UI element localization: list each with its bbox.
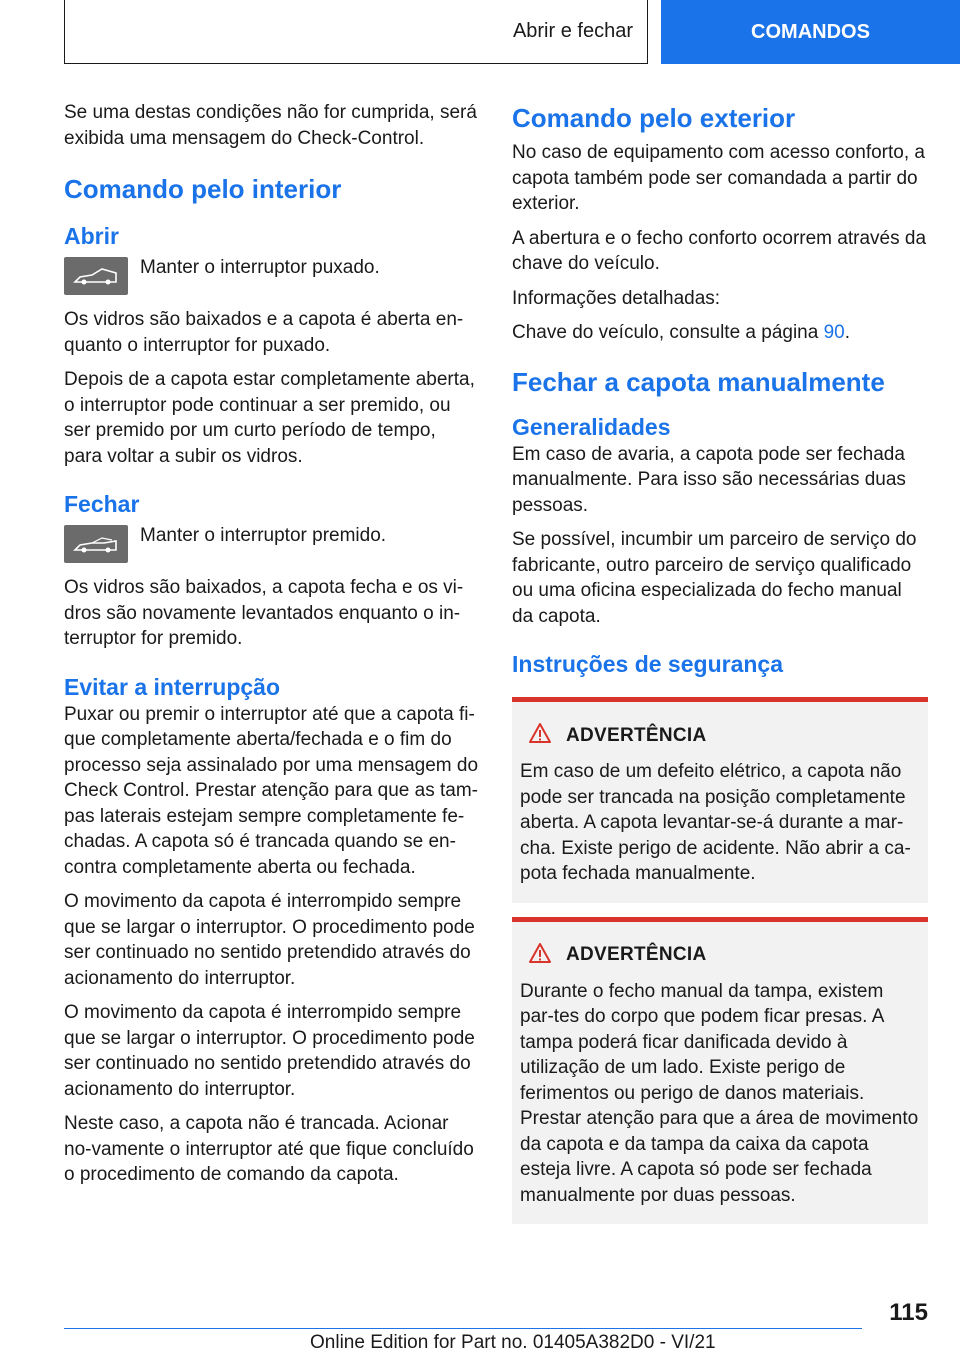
footer-divider xyxy=(64,1328,862,1329)
heading-exterior: Comando pelo exterior xyxy=(512,103,796,133)
generalidades-paragraph-2: Se possível, incumbir um parceiro de serviço do fabricante, outro parceiro de serviço qualificado ou uma oficina especializada do fecho manual da capota. xyxy=(512,529,917,627)
abrir-switch-text: Manter o interruptor puxado. xyxy=(140,257,380,278)
heading-abrir: Abrir xyxy=(64,223,119,249)
page-number: 115 xyxy=(889,1299,928,1326)
header-chapter-label: COMANDOS xyxy=(751,20,870,43)
warning-box xyxy=(512,917,928,1225)
heading-generalidades: Generalidades xyxy=(512,413,671,440)
evitar-paragraph-1: Puxar ou premir o interruptor até que a capota fi-que completamente aberta/fechada e o fim do processo seja assinalado por uma mensagem do Check Control. Prestar atenção para que as tam-pas laterais estejam sempre completamente fe-chadas. A capota só é trancada quando se en-contra completamente aberta ou fechada. xyxy=(64,703,479,878)
warning-text: Em caso de um defeito elétrico, a capota não pode ser trancada na posição completamente aberta. A capota levantar-se-á durante a mar-cha. Existe perigo de acidente. Não abrir a ca-pota fechada manualmente. xyxy=(520,761,911,884)
warning-text: Durante o fecho manual da tampa, existem par-tes do corpo que podem ficar presas. A tampa poderá ficar danificada devido à utilização de um lado. Existe perigo de ferimentos ou perigo de danos materiais. Prestar atenção para que a área de movimento da capota e da tampa da caixa da capota esteja livre. A capota só pode ser fechada manualmente por duas pessoas. xyxy=(520,980,919,1206)
exterior-paragraph-1: No caso de equipamento com acesso conforto, a capota também pode ser comandada a partir do exterior. xyxy=(512,142,925,214)
abrir-switch-row xyxy=(64,255,479,295)
warning-triangle-icon xyxy=(528,722,552,749)
exterior-paragraph-2: A abertura e o fecho conforto ocorrem através da chave do veículo. xyxy=(512,227,927,274)
page-reference-text: Chave do veículo, consulte a página xyxy=(512,322,824,343)
fechar-paragraph-1: Os vidros são baixados, a capota fecha e os vi-dros são novamente levantados enquanto o in-terruptor for premido. xyxy=(64,577,464,649)
exterior-paragraph-4 xyxy=(512,320,928,346)
header-section-label: Abrir e fechar xyxy=(512,20,633,42)
evitar-paragraph-4: Neste caso, a capota não é trancada. Acionar no-vamente o interruptor até que fique concluído o procedimento de comando da capota. xyxy=(64,1113,474,1185)
warning-header xyxy=(520,942,920,969)
page-reference-end: . xyxy=(844,322,851,343)
heading-manual: Fechar a capota manualmente xyxy=(512,366,885,397)
evitar-paragraph-3: O movimento da capota é interrompido sempre que se largar o interruptor. O procedimento pode ser continuado no sentido pretendido através do acionamento do interruptor. xyxy=(64,1002,475,1100)
evitar-paragraph-2: O movimento da capota é interrompido sempre que se largar o interruptor. O procedimento pode ser continuado no sentido pretendido através do acionamento do interruptor. xyxy=(64,891,475,989)
warning-title: ADVERTÊNCIA xyxy=(566,944,707,965)
fechar-switch-row xyxy=(64,523,479,563)
heading-interior: Comando pelo interior xyxy=(64,174,342,204)
intro-paragraph: Se uma destas condições não for cumprida, será exibida uma mensagem do Check-Control. xyxy=(64,102,477,149)
heading-evitar: Evitar a interrupção xyxy=(64,673,281,700)
header-chapter-tab xyxy=(661,0,960,64)
header-section-title xyxy=(64,0,648,64)
edition-footer: Online Edition for Part no. 01405A382D0 - VI/21 xyxy=(310,1332,716,1353)
fechar-switch-text: Manter o interruptor premido. xyxy=(140,525,387,546)
abrir-paragraph-1: Os vidros são baixados e a capota é aberta en-quanto o interruptor for puxado. xyxy=(64,309,464,356)
warning-triangle-icon xyxy=(528,942,552,969)
generalidades-paragraph-1: Em caso de avaria, a capota pode ser fechada manualmente. Para isso são necessárias duas pessoas. xyxy=(512,443,906,516)
warning-title: ADVERTÊNCIA xyxy=(566,724,707,746)
warning-header xyxy=(520,722,920,749)
right-column xyxy=(512,102,928,1224)
warning-box xyxy=(512,697,928,903)
convertible-switch-icon xyxy=(64,525,128,563)
abrir-paragraph-2: Depois de a capota estar completamente aberta, o interruptor pode continuar a ser premido, ou ser premido por um curto período de tempo, para voltar a subir os vidros. xyxy=(64,369,475,467)
left-column xyxy=(64,100,479,1197)
exterior-paragraph-3: Informações detalhadas: xyxy=(512,287,721,309)
heading-seguranca: Instruções de segurança xyxy=(512,651,783,677)
page-reference-link[interactable]: 90 xyxy=(823,322,845,343)
heading-fechar: Fechar xyxy=(64,491,140,517)
convertible-switch-icon xyxy=(64,257,128,295)
